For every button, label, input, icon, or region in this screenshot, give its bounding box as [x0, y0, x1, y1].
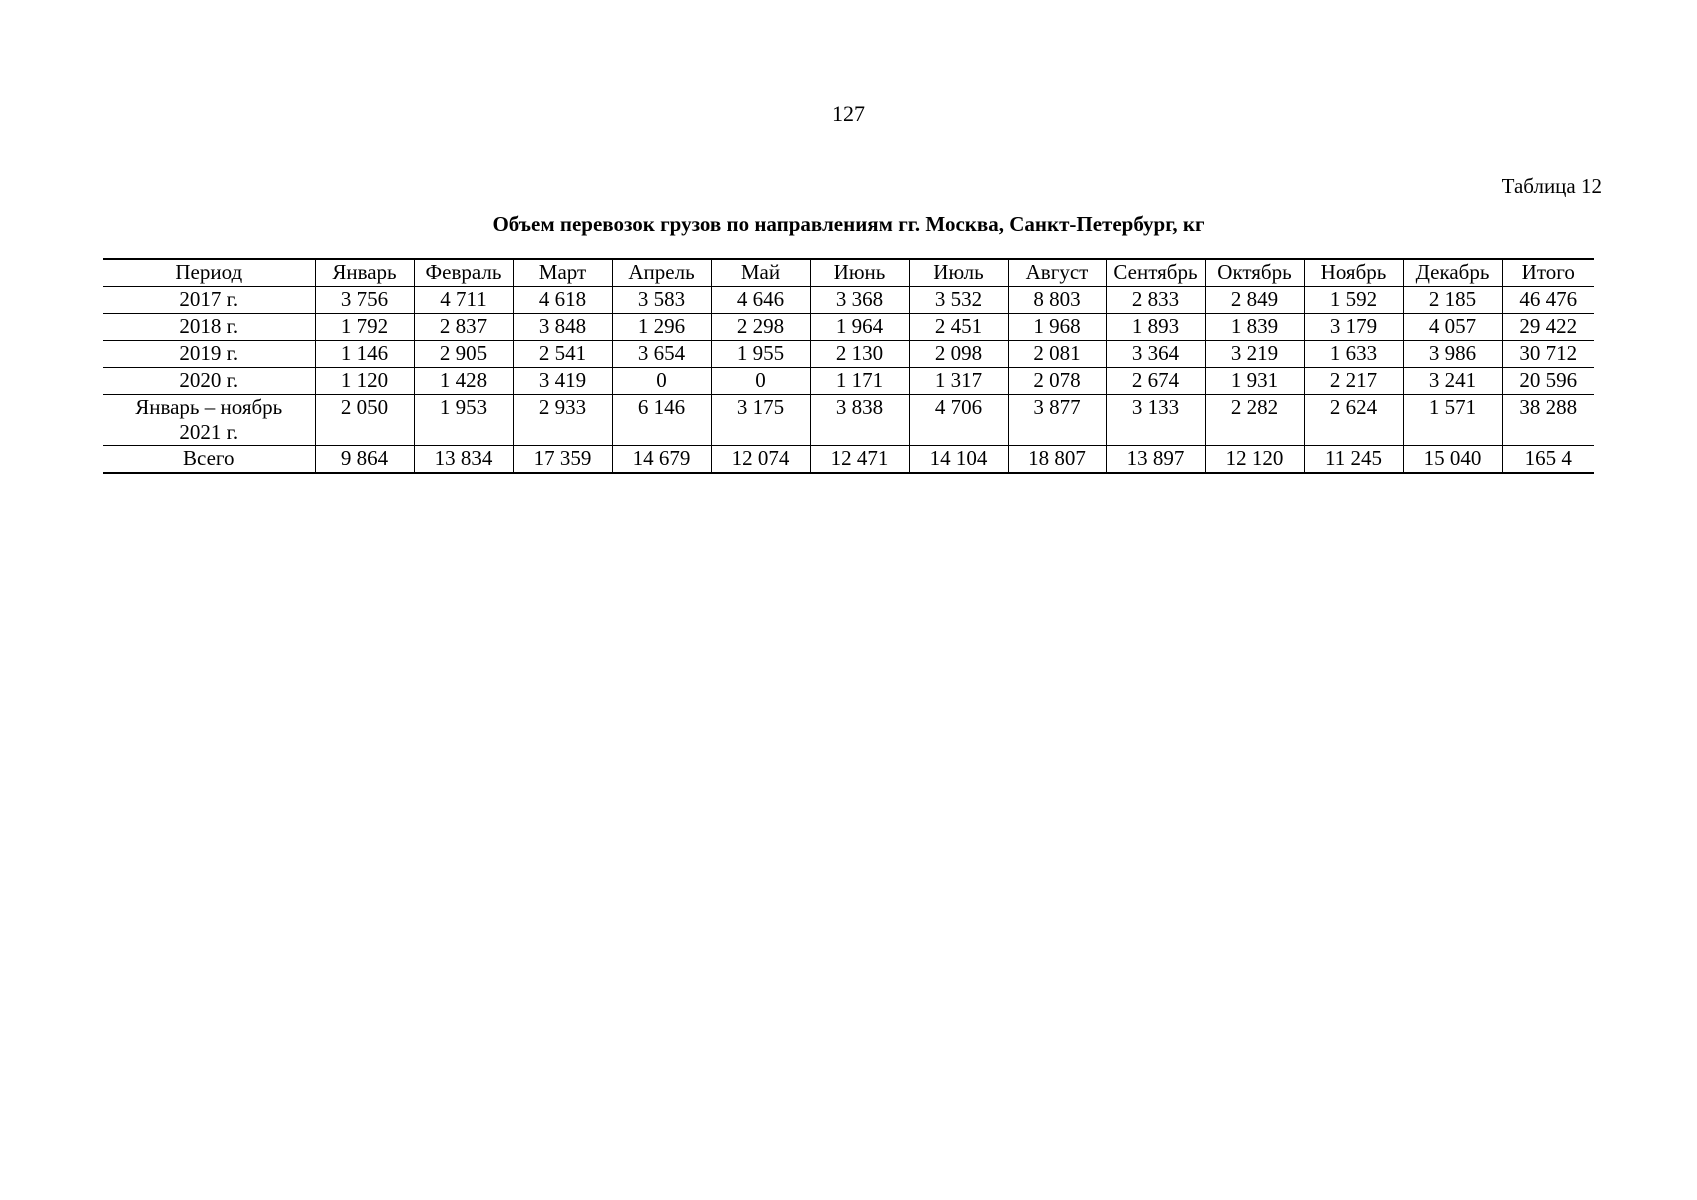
- total-cell: 165 4: [1502, 446, 1594, 474]
- freight-volume-table: [103, 258, 1594, 474]
- value-cell: 3 364: [1106, 341, 1205, 368]
- value-cell: 1 317: [909, 368, 1008, 395]
- period-cell: 2017 г.: [179, 287, 239, 311]
- total-cell: 20 596: [1502, 368, 1594, 395]
- value-cell: 2 098: [909, 341, 1008, 368]
- column-header-august: Август: [1008, 259, 1106, 287]
- value-cell: 2 837: [414, 314, 513, 341]
- value-cell: 3 179: [1304, 314, 1403, 341]
- value-cell: 3 219: [1205, 341, 1304, 368]
- value-cell: 17 359: [513, 446, 612, 474]
- column-header-november: Ноябрь: [1304, 259, 1403, 287]
- period-cell: 2018 г.: [179, 314, 239, 338]
- value-cell: 3 175: [711, 395, 810, 446]
- period-cell: 2020 г.: [179, 368, 239, 392]
- column-header-january: Январь: [315, 259, 414, 287]
- value-cell: 1 633: [1304, 341, 1403, 368]
- value-cell: 3 133: [1106, 395, 1205, 446]
- value-cell: 6 146: [612, 395, 711, 446]
- value-cell: 4 618: [513, 287, 612, 314]
- value-cell: 2 050: [315, 395, 414, 446]
- column-header-june: Июнь: [810, 259, 909, 287]
- value-cell: 1 428: [414, 368, 513, 395]
- period-cell: Всего: [183, 446, 235, 470]
- value-cell: 12 120: [1205, 446, 1304, 474]
- value-cell: 15 040: [1403, 446, 1502, 474]
- value-cell: 3 848: [513, 314, 612, 341]
- column-header-period: Период: [175, 260, 243, 284]
- total-cell: 30 712: [1502, 341, 1594, 368]
- column-header-december: Декабрь: [1403, 259, 1502, 287]
- value-cell: 2 081: [1008, 341, 1106, 368]
- value-cell: 1 120: [315, 368, 414, 395]
- period-line-2: 2021 г.: [179, 420, 239, 444]
- table-row: [103, 368, 1594, 395]
- value-cell: 1 964: [810, 314, 909, 341]
- value-cell: 1 792: [315, 314, 414, 341]
- value-cell: 9 864: [315, 446, 414, 474]
- value-cell: 3 583: [612, 287, 711, 314]
- value-cell: 3 877: [1008, 395, 1106, 446]
- value-cell: 2 624: [1304, 395, 1403, 446]
- value-cell: 3 654: [612, 341, 711, 368]
- value-cell: 4 711: [414, 287, 513, 314]
- table-title: Объем перевозок грузов по направлениям гг. Москва, Санкт-Петербург, кг: [492, 212, 1205, 236]
- value-cell: 4 646: [711, 287, 810, 314]
- value-cell: 3 241: [1403, 368, 1502, 395]
- value-cell: 1 955: [711, 341, 810, 368]
- table-label: Таблица 12: [1501, 174, 1602, 198]
- value-cell: 1 171: [810, 368, 909, 395]
- value-cell: 2 833: [1106, 287, 1205, 314]
- value-cell: 13 897: [1106, 446, 1205, 474]
- period-cell: [103, 395, 315, 446]
- value-cell: 1 592: [1304, 287, 1403, 314]
- value-cell: 4 706: [909, 395, 1008, 446]
- value-cell: 3 419: [513, 368, 612, 395]
- page-number: 127: [832, 101, 865, 126]
- value-cell: 1 931: [1205, 368, 1304, 395]
- column-header-july: Июль: [909, 259, 1008, 287]
- value-cell: 2 541: [513, 341, 612, 368]
- value-cell: 3 532: [909, 287, 1008, 314]
- value-cell: 1 571: [1403, 395, 1502, 446]
- table-row: [103, 341, 1594, 368]
- period-cell: 2019 г.: [179, 341, 239, 365]
- total-cell: 38 288: [1502, 395, 1594, 446]
- column-header-march: Март: [513, 259, 612, 287]
- value-cell: 1 893: [1106, 314, 1205, 341]
- column-header-september: Сентябрь: [1106, 259, 1205, 287]
- column-header-april: Апрель: [612, 259, 711, 287]
- value-cell: 8 803: [1008, 287, 1106, 314]
- value-cell: 0: [612, 368, 711, 395]
- header-row: [103, 259, 1594, 287]
- value-cell: 2 905: [414, 341, 513, 368]
- value-cell: 2 933: [513, 395, 612, 446]
- value-cell: 2 130: [810, 341, 909, 368]
- table-row: [103, 395, 1594, 446]
- value-cell: 2 451: [909, 314, 1008, 341]
- value-cell: 2 078: [1008, 368, 1106, 395]
- total-cell: 46 476: [1502, 287, 1594, 314]
- table-row: [103, 287, 1594, 314]
- value-cell: 18 807: [1008, 446, 1106, 474]
- value-cell: 1 953: [414, 395, 513, 446]
- value-cell: 1 968: [1008, 314, 1106, 341]
- totals-row: [103, 446, 1594, 474]
- value-cell: 3 838: [810, 395, 909, 446]
- value-cell: 2 185: [1403, 287, 1502, 314]
- value-cell: 2 298: [711, 314, 810, 341]
- value-cell: 2 217: [1304, 368, 1403, 395]
- total-cell: 29 422: [1502, 314, 1594, 341]
- column-header-total: Итого: [1502, 259, 1594, 287]
- table-row: [103, 314, 1594, 341]
- value-cell: 12 074: [711, 446, 810, 474]
- value-cell: 1 296: [612, 314, 711, 341]
- value-cell: 14 679: [612, 446, 711, 474]
- value-cell: 14 104: [909, 446, 1008, 474]
- value-cell: 1 146: [315, 341, 414, 368]
- value-cell: 4 057: [1403, 314, 1502, 341]
- value-cell: 3 986: [1403, 341, 1502, 368]
- column-header-october: Октябрь: [1205, 259, 1304, 287]
- value-cell: 0: [711, 368, 810, 395]
- value-cell: 3 368: [810, 287, 909, 314]
- value-cell: 3 756: [315, 287, 414, 314]
- value-cell: 2 282: [1205, 395, 1304, 446]
- value-cell: 2 674: [1106, 368, 1205, 395]
- column-header-february: Февраль: [414, 259, 513, 287]
- value-cell: 12 471: [810, 446, 909, 474]
- period-line-1: Январь – ноябрь: [135, 395, 283, 419]
- value-cell: 1 839: [1205, 314, 1304, 341]
- value-cell: 11 245: [1304, 446, 1403, 474]
- column-header-may: Май: [711, 259, 810, 287]
- value-cell: 13 834: [414, 446, 513, 474]
- value-cell: 2 849: [1205, 287, 1304, 314]
